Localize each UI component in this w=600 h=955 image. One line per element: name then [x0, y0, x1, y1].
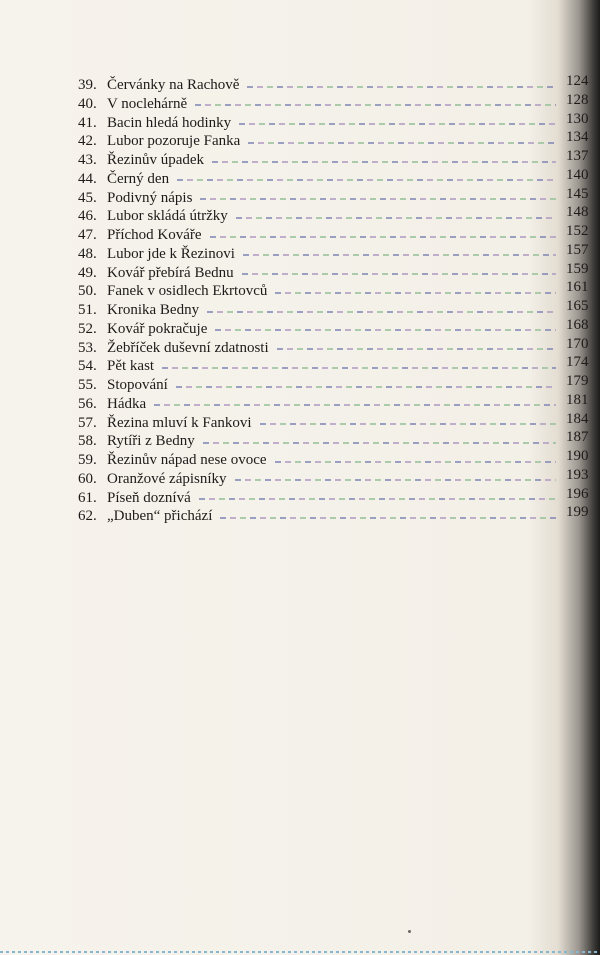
page-number: 184 [566, 410, 589, 427]
paper-speck [408, 930, 411, 933]
toc-entry [78, 448, 600, 470]
dot-leader [260, 423, 556, 425]
chapter-number: 55. [78, 377, 97, 393]
chapter-number: 50. [78, 283, 97, 300]
dot-leader [275, 461, 556, 463]
toc-entry [78, 223, 600, 245]
table-of-contents [78, 73, 600, 526]
chapter-title: Černý den [107, 170, 170, 187]
page-number: 159 [566, 260, 589, 277]
toc-entry [78, 298, 600, 320]
chapter-number: 47. [78, 227, 97, 243]
toc-entry [78, 110, 600, 133]
chapter-title: Píseň doznívá [107, 489, 191, 506]
chapter-title: Bacin hledá hodinky [107, 114, 232, 131]
toc-entry [78, 316, 600, 339]
dot-leader [210, 236, 556, 238]
page-number: 161 [566, 279, 589, 296]
chapter-title: Rytíři z Bedny [107, 433, 195, 450]
chapter-title: V noclehárně [107, 95, 188, 112]
toc-entry [78, 241, 600, 264]
chapter-title: Pět kast [107, 358, 155, 375]
page-number: 165 [566, 298, 589, 314]
toc-entry [78, 204, 600, 226]
dot-leader [243, 254, 556, 256]
chapter-title: „Duben“ přichází [107, 508, 213, 525]
chapter-title: Oranžové zápisníky [107, 470, 227, 487]
page-number: 190 [566, 448, 589, 464]
dot-leader [220, 517, 556, 519]
dot-leader [236, 217, 556, 219]
chapter-number: 40. [78, 95, 97, 112]
toc-entry [78, 429, 600, 451]
chapter-title: Řezinův nápad nese ovoce [107, 452, 267, 468]
chapter-title: Hádka [107, 395, 147, 412]
chapter-title: Fanek v osidlech Ekrtovců [107, 283, 268, 300]
toc-entry [78, 73, 600, 95]
page-number: 187 [566, 429, 589, 446]
toc-entry [78, 373, 600, 395]
page-number: 140 [566, 166, 589, 183]
chapter-title: Kovář pokračuje [107, 320, 208, 337]
dot-leader [177, 179, 556, 181]
toc-entry [78, 279, 600, 301]
chapter-title: Řezina mluví k Fankovi [107, 414, 252, 431]
chapter-title: Lubor pozoruje Fanka [107, 133, 241, 150]
page-number: 170 [566, 335, 589, 352]
chapter-number: 58. [78, 433, 97, 450]
dot-leader [248, 142, 556, 144]
toc-entry [78, 260, 600, 283]
chapter-number: 48. [78, 245, 97, 262]
chapter-number: 51. [78, 302, 97, 318]
chapter-title: Žebříček duševní zdatnosti [107, 339, 269, 356]
page-number: 134 [566, 129, 589, 146]
chapter-number: 49. [78, 264, 97, 281]
page-number: 193 [566, 466, 589, 483]
dot-leader [200, 198, 556, 200]
chapter-title: Příchod Kováře [107, 227, 202, 243]
chapter-title: Podivný nápis [107, 189, 193, 206]
chapter-title: Stopování [107, 377, 168, 393]
chapter-number: 45. [78, 189, 97, 206]
dot-leader [239, 123, 556, 125]
chapter-number: 46. [78, 208, 97, 225]
chapter-number: 53. [78, 339, 97, 356]
dot-leader [215, 329, 556, 331]
chapter-number: 62. [78, 508, 97, 525]
toc-entry [78, 504, 600, 526]
dot-leader [203, 442, 556, 444]
page-number: 124 [566, 73, 589, 89]
page-number: 145 [566, 185, 589, 202]
dot-leader [154, 404, 556, 406]
chapter-title: Řezinův úpadek [107, 152, 205, 168]
page-number: 137 [566, 148, 589, 164]
dot-leader [199, 498, 556, 500]
page-number: 128 [566, 91, 589, 108]
chapter-number: 52. [78, 320, 97, 337]
dot-leader [195, 104, 556, 106]
toc-entry [78, 129, 600, 151]
chapter-number: 44. [78, 170, 97, 187]
chapter-number: 61. [78, 489, 97, 506]
chapter-title: Lubor jde k Řezinovi [107, 245, 235, 262]
chapter-number: 54. [78, 358, 97, 375]
chapter-number: 57. [78, 414, 97, 431]
toc-entry [78, 185, 600, 208]
chapter-number: 42. [78, 133, 97, 150]
dot-leader [275, 292, 556, 294]
dot-leader [235, 479, 556, 481]
chapter-number: 41. [78, 114, 97, 131]
toc-entry [78, 148, 600, 170]
page-number: 181 [566, 391, 589, 408]
toc-entry [78, 410, 600, 433]
toc-entry [78, 354, 600, 376]
page-number: 174 [566, 354, 589, 371]
toc-entry [78, 335, 600, 358]
dot-leader [247, 86, 556, 88]
chapter-number: 39. [78, 77, 97, 93]
page-number: 148 [566, 204, 589, 221]
toc-entry [78, 485, 600, 508]
chapter-title: Kronika Bedny [107, 302, 200, 318]
dot-leader [212, 161, 556, 163]
chapter-title: Lubor skládá útržky [107, 208, 228, 225]
chapter-number: 59. [78, 452, 97, 468]
page-number: 157 [566, 241, 589, 258]
page-number: 152 [566, 223, 589, 239]
scan-edge-line [0, 951, 600, 953]
chapter-number: 60. [78, 470, 97, 487]
page-number: 130 [566, 110, 589, 127]
toc-entry [78, 91, 600, 114]
chapter-number: 43. [78, 152, 97, 168]
toc-entry [78, 391, 600, 414]
toc-entry [78, 466, 600, 489]
page-number: 179 [566, 373, 589, 389]
dot-leader [242, 273, 556, 275]
page-number: 168 [566, 316, 589, 333]
dot-leader [207, 311, 556, 313]
chapter-number: 56. [78, 395, 97, 412]
page-number: 199 [566, 504, 589, 521]
chapter-title: Kovář přebírá Bednu [107, 264, 234, 281]
dot-leader [162, 367, 556, 369]
toc-entry [78, 166, 600, 189]
dot-leader [277, 348, 556, 350]
chapter-title: Červánky na Rachově [107, 77, 240, 93]
dot-leader [176, 386, 556, 388]
page-number: 196 [566, 485, 589, 502]
